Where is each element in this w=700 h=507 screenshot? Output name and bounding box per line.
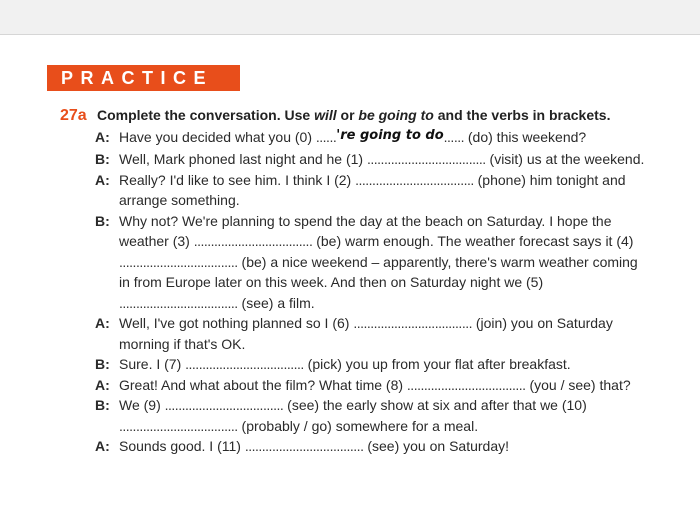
dialogue-line xyxy=(119,395,649,436)
dialogue-text: (join) you on Saturday morning if that's OK. xyxy=(119,315,613,352)
answer-blank: ................................... xyxy=(406,376,526,393)
dialogue-line xyxy=(119,375,649,396)
dialogue-text: Sounds good. I (11) xyxy=(119,438,245,454)
dialogue-line xyxy=(119,149,649,170)
dialogue-turn xyxy=(60,170,670,211)
answer-blank: ................................... xyxy=(353,315,472,331)
answer-blank: ................................... xyxy=(367,151,486,167)
section-label-practice xyxy=(47,65,240,91)
dialogue-turn xyxy=(60,395,670,436)
conversation xyxy=(60,127,670,457)
dialogue-turn xyxy=(60,149,670,170)
dialogue-text: (see) you on Saturday! xyxy=(363,438,509,454)
instruction-text: and the verbs in brackets. xyxy=(433,107,611,123)
dialogue-text: (be) warm enough. The weather forecast says it (4) xyxy=(312,233,634,249)
instruction-keyword: will xyxy=(314,107,337,123)
answer-blank: ................................... xyxy=(244,438,364,454)
dialogue-text: (probably / go) somewhere for a meal. xyxy=(237,417,479,434)
example-answer: 're going to do xyxy=(336,127,444,143)
instruction-keyword: be going to xyxy=(358,107,434,123)
speaker-label: B: xyxy=(95,397,110,413)
dialogue-text: (see) a film. xyxy=(237,294,315,311)
dialogue-line xyxy=(119,436,649,457)
section-label-text: PRACTICE xyxy=(61,67,214,88)
dialogue-text: (see) the early show at six and after that we (10) xyxy=(283,397,587,413)
dialogue-line xyxy=(119,211,649,314)
dialogue-text: Well, Mark phoned last night and he (1) xyxy=(119,151,367,167)
speaker-label: B: xyxy=(95,356,110,372)
speaker-label: B: xyxy=(95,212,110,229)
speaker-label: B: xyxy=(95,151,110,167)
speaker-label: A: xyxy=(95,128,110,145)
dialogue-text: (pick) you up from your flat after breakfast. xyxy=(303,356,571,372)
answer-blank: ................................... xyxy=(355,171,474,188)
exercise-number: 27a xyxy=(60,107,87,124)
speaker-label: A: xyxy=(95,315,110,331)
speaker-label: A: xyxy=(95,438,110,454)
dialogue-text: (be) a nice weekend – apparently, there's warm weather coming in from Europe later on this week. And then on Saturday night we (5) xyxy=(119,253,638,290)
dialogue-text: We (9) xyxy=(119,397,165,413)
dialogue-turn xyxy=(60,354,670,375)
exercise-heading xyxy=(60,105,670,127)
answer-blank: ................................... xyxy=(119,294,238,311)
answer-blank: ................................... xyxy=(119,253,238,270)
dialogue-text: Sure. I (7) xyxy=(119,356,186,372)
instruction-text: or xyxy=(336,107,359,123)
speaker-label: A: xyxy=(95,376,110,393)
answer-blank: ...... xyxy=(443,128,464,145)
exercise-instruction xyxy=(97,105,610,126)
answer-blank: ................................... xyxy=(193,233,313,249)
dialogue-turn xyxy=(60,211,670,314)
dialogue-line xyxy=(119,170,649,211)
top-band xyxy=(0,0,700,35)
dialogue-line xyxy=(119,313,649,354)
dialogue-turn xyxy=(60,127,670,150)
answer-blank: ................................... xyxy=(164,397,284,413)
dialogue-text: (you / see) that? xyxy=(525,376,631,393)
dialogue-turn xyxy=(60,313,670,354)
dialogue-turn xyxy=(60,375,670,396)
dialogue-text: Well, I've got nothing planned so I (6) xyxy=(119,315,354,331)
answer-blank: ...... xyxy=(315,128,337,145)
dialogue-line xyxy=(119,127,649,150)
dialogue-text: Great! And what about the film? What time (8) xyxy=(119,376,407,393)
answer-blank: ................................... xyxy=(185,356,304,372)
dialogue-text: Really? I'd like to see him. I think I (2) xyxy=(119,171,356,188)
exercise-27a xyxy=(60,105,670,457)
dialogue-text: Why not? We're planning to spend the day at the beach on Saturday. I hope the weather (3) xyxy=(119,212,612,249)
dialogue-line xyxy=(119,354,649,375)
dialogue-text: (visit) us at the weekend. xyxy=(485,151,645,167)
answer-blank: ................................... xyxy=(119,417,238,434)
dialogue-text: (phone) him tonight and arrange something. xyxy=(119,171,626,208)
dialogue-text: (do) this weekend? xyxy=(464,128,587,145)
dialogue-text: Have you decided what you (0) xyxy=(119,128,316,145)
instruction-text: Complete the conversation. Use xyxy=(97,107,315,123)
speaker-label: A: xyxy=(95,171,110,188)
dialogue-turn xyxy=(60,436,670,457)
